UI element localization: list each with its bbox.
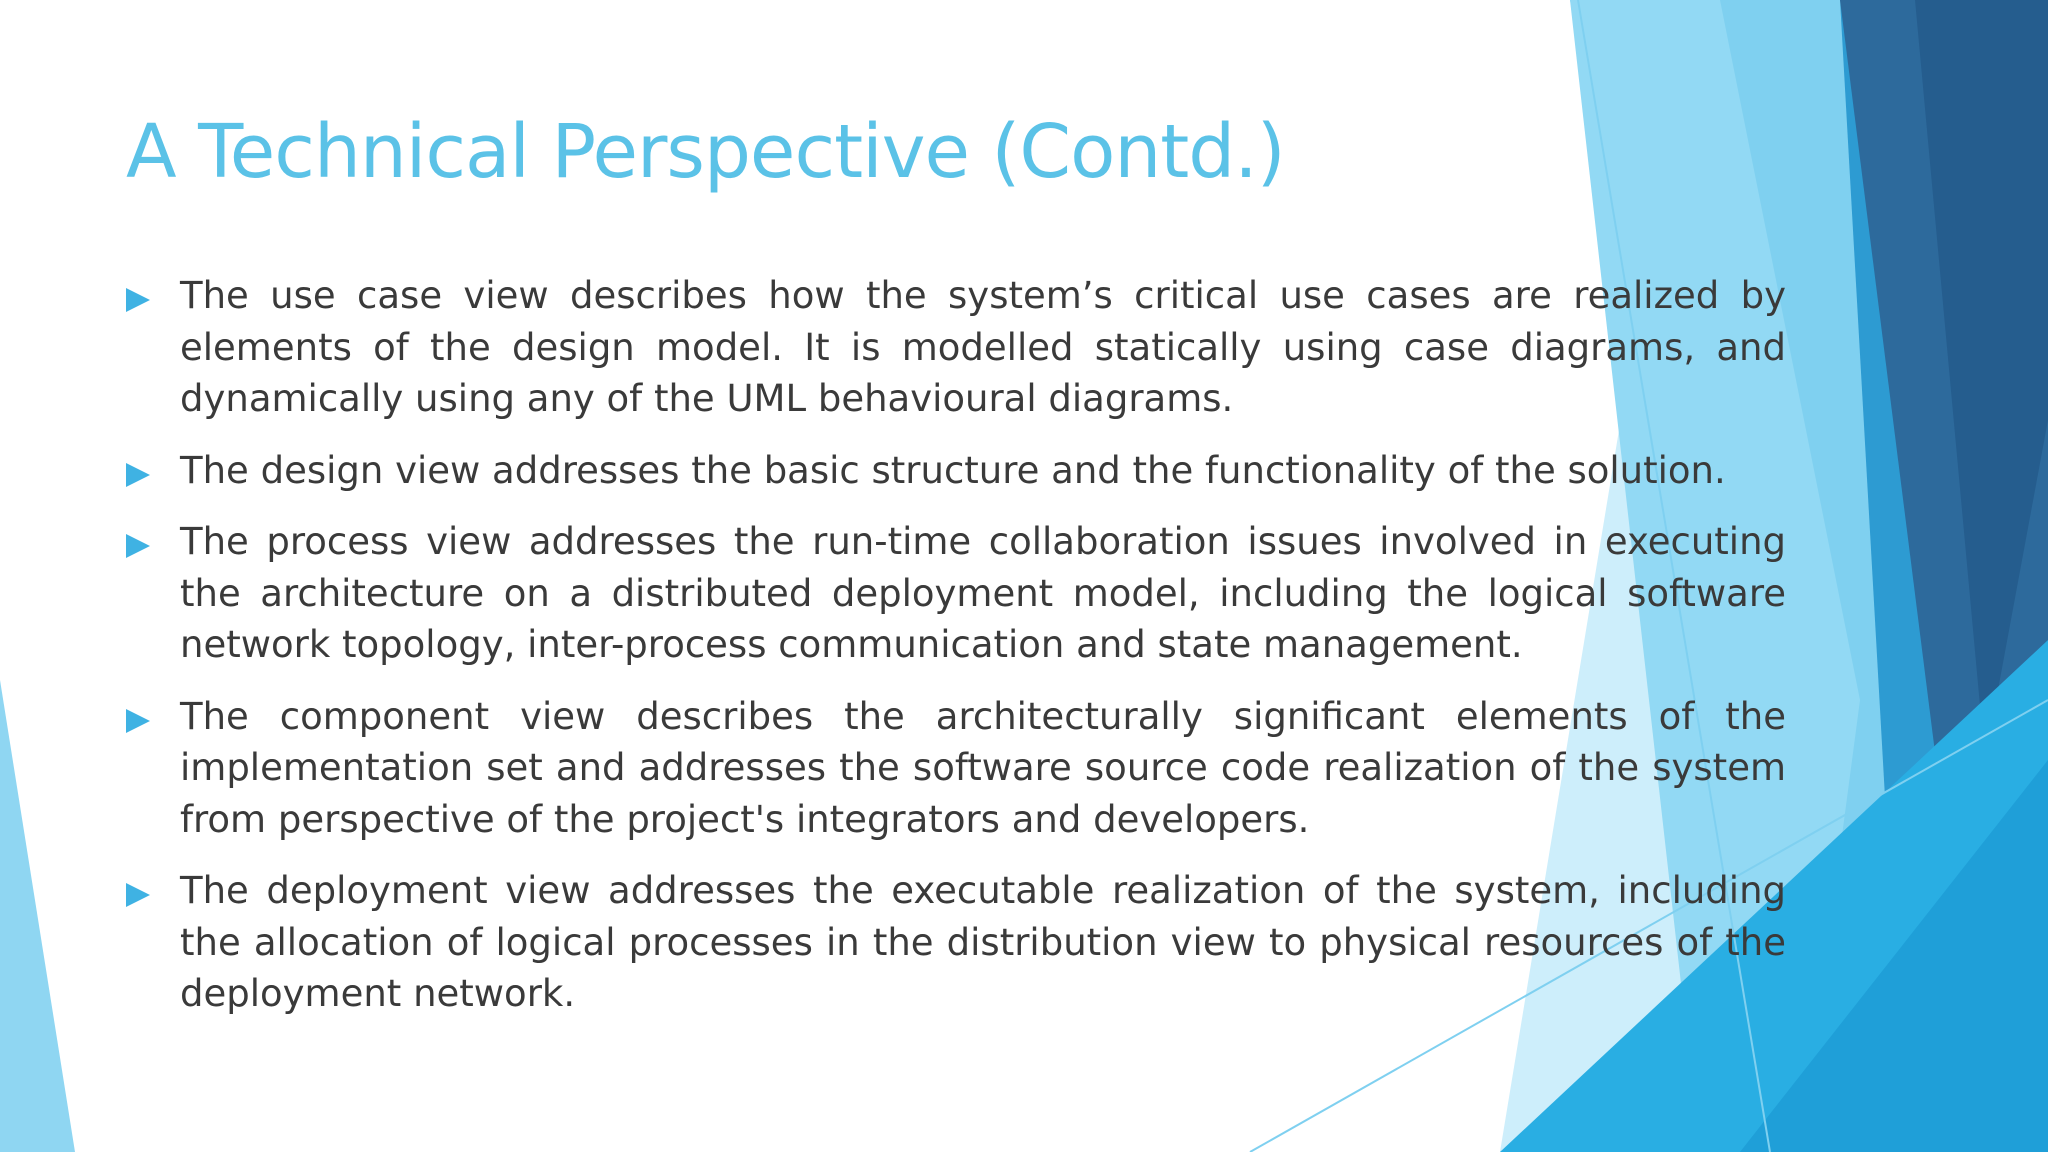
bullet-item [126, 270, 1786, 425]
triangle-right-icon [126, 288, 150, 312]
bullet-item [126, 516, 1786, 671]
triangle-right-icon [126, 463, 150, 487]
left-accent-shape [0, 680, 75, 1152]
triangle-right-icon [126, 709, 150, 733]
bullet-text: The deployment view addresses the executable realization of the system, including the allocation of logical processes in the distribution view to physical resources of the deployment network. [180, 869, 1786, 1015]
bullet-item [126, 445, 1786, 497]
bullet-text: The component view describes the architecturally significant elements of the implementation set and addresses the software source code realization of the system from perspective of the project's integrators and developers. [180, 694, 1786, 841]
triangle-right-icon [126, 883, 150, 907]
triangle-right-icon [126, 534, 150, 558]
bullet-text: The design view addresses the basic structure and the functionality of the solution. [180, 448, 1726, 492]
slide-title: A Technical Perspective (Contd.) [126, 109, 1285, 195]
bullet-item [126, 691, 1786, 846]
bullet-text: The use case view describes how the system’s critical use cases are realized by elements of the design model. It is modelled statically using case diagrams, and dynamically using any of the UML behavioural diagrams. [180, 274, 1786, 420]
bullet-text: The process view addresses the run-time collaboration issues involved in executing the architecture on a distributed deployment model, including the logical software network topology, inter-process communication and state management. [180, 520, 1786, 666]
bullet-list [126, 270, 1786, 1040]
bullet-item [126, 865, 1786, 1020]
